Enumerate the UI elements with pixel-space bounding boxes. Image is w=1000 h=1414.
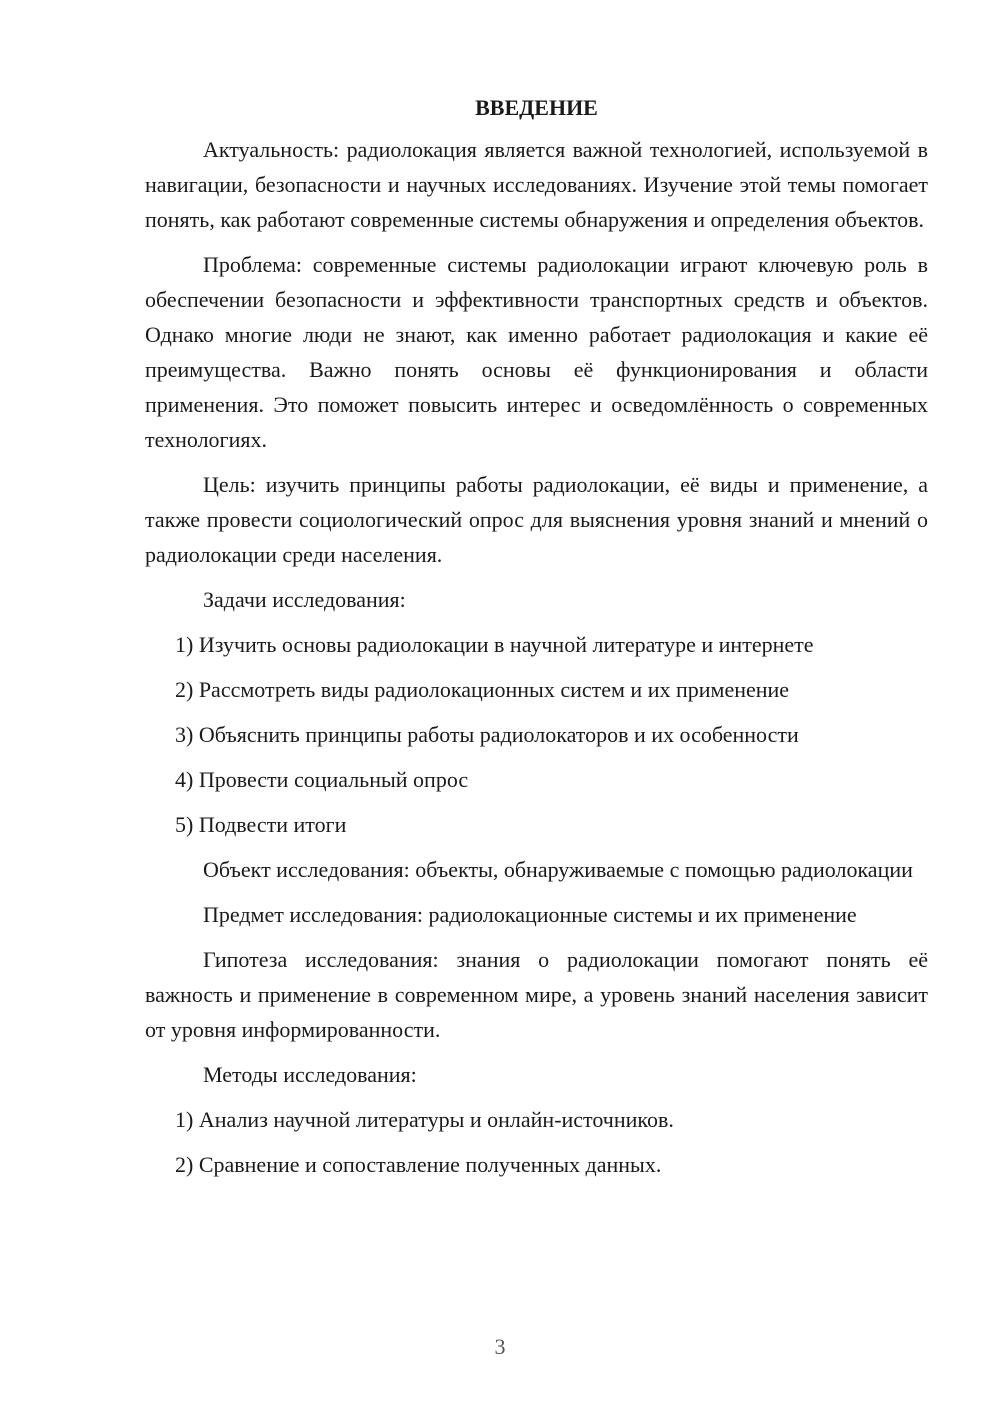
page-title: ВВЕДЕНИЕ: [475, 95, 598, 120]
tasks-heading: Задачи исследования:: [203, 587, 406, 612]
problem-paragraph: Проблема: современные системы радиолокации играют ключевую роль в обеспечении безопасности и эффективности транспортных средств и объектов. Однако многие люди не знают, как именно работает радиолокация и какие её преимущества. Важно понять основы её функционирования и области применения. Это поможет повысить интерес и осведомлённость о современных технологиях.: [145, 252, 928, 452]
hypothesis-paragraph: Гипотеза исследования: знания о радиолокации помогают понять её важность и применение в современном мире, а уровень знаний населения зависит от уровня информированности.: [145, 947, 928, 1042]
list-item: 2) Рассмотреть виды радиолокационных систем и их применение: [175, 677, 790, 702]
object-paragraph: Объект исследования: объекты, обнаруживаемые с помощью радиолокации: [203, 857, 913, 882]
subject-paragraph: Предмет исследования: радиолокационные системы и их применение: [203, 902, 857, 927]
list-item: 4) Провести социальный опрос: [175, 767, 469, 792]
goal-paragraph: Цель: изучить принципы работы радиолокации, её виды и применение, а также провести социологический опрос для выяснения уровня знаний и мнений о радиолокации среди населения.: [145, 472, 928, 567]
list-item: 2) Сравнение и сопоставление полученных данных.: [175, 1152, 662, 1177]
list-item: 3) Объяснить принципы работы радиолокаторов и их особенности: [175, 722, 799, 747]
document-page: [145, 92, 928, 1192]
list-item: 5) Подвести итоги: [175, 812, 347, 837]
list-item: 1) Изучить основы радиолокации в научной литературе и интернете: [175, 632, 814, 657]
methods-list: [145, 1102, 928, 1182]
relevance-paragraph: Актуальность: радиолокация является важной технологией, используемой в навигации, безопасности и научных исследованиях. Изучение этой темы помогает понять, как работают современные системы обнаружения и определения объектов.: [145, 137, 928, 232]
tasks-list: [145, 627, 928, 842]
methods-heading: Методы исследования:: [203, 1062, 417, 1087]
page-number: 3: [494, 1334, 506, 1359]
list-item: 1) Анализ научной литературы и онлайн-источников.: [175, 1107, 674, 1132]
